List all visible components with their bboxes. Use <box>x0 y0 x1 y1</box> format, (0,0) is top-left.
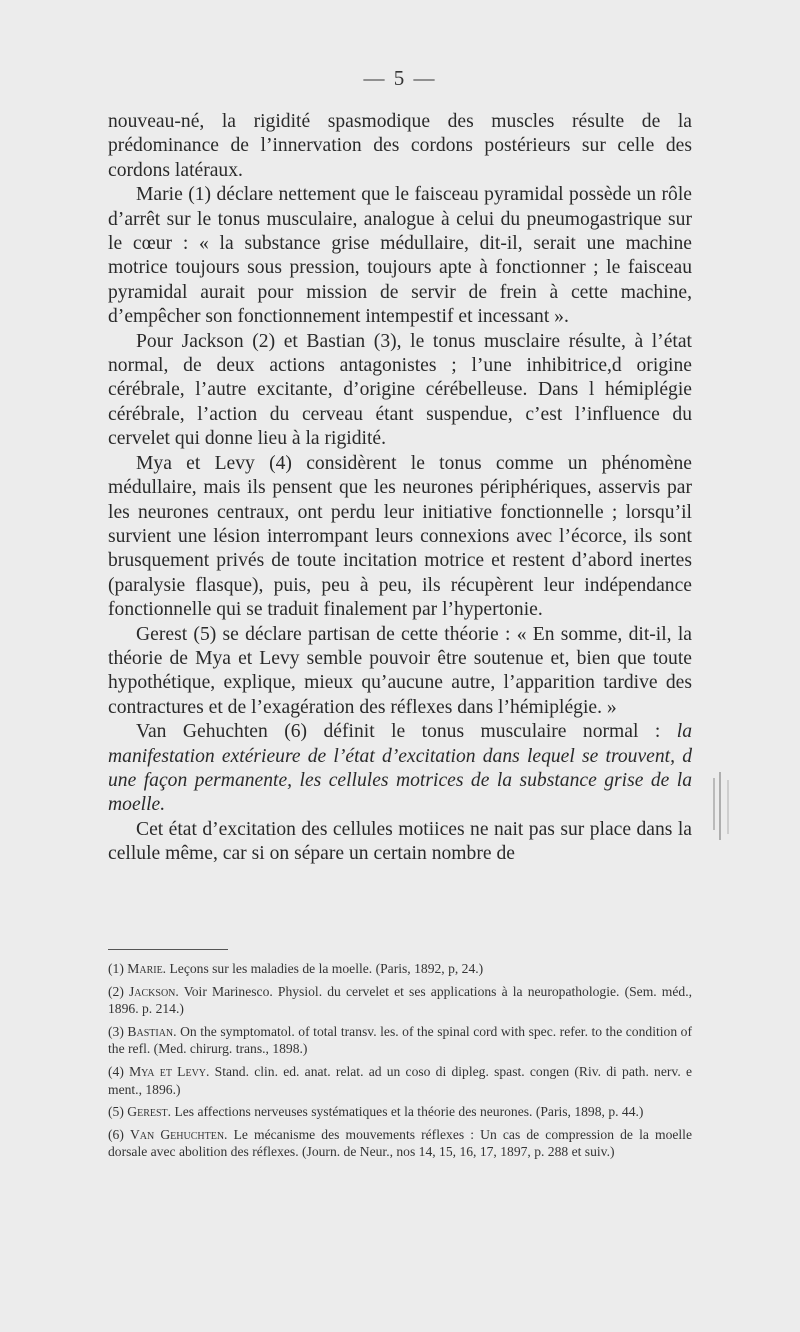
footnote-author: Marie. <box>127 961 167 976</box>
paragraph-2: Marie (1) déclare nettement que le faisceau pyramidal possède un rôle d’arrêt sur le tonus musculaire, analogue à celui du pneumogastrique sur le cœur : « la substance grise médullaire, dit-il, serait une machine motrice toujours sous pression, toujours apte à fonctionner ; le faisceau pyramidal aurait pour mission de servir de frein à cette machine, d’empêcher son fonctionnement intempestif et incessant ». <box>108 184 692 328</box>
footnote-4 <box>108 1063 692 1098</box>
footnote-number: (1) <box>108 961 124 976</box>
footnote-number: (2) <box>108 983 124 999</box>
paragraph-6 <box>108 720 692 818</box>
footnote-number: (6) <box>108 1126 124 1142</box>
footnote-number: (5) <box>108 1104 124 1120</box>
footnote-author: Bastian. <box>127 1023 177 1039</box>
footnote-text: Leçons sur les maladies de la moelle. (Paris, 1892, p, 24.) <box>166 961 484 976</box>
footnote-1 <box>108 960 692 978</box>
paragraph-6-italic-definition: la manifestation extérieure de l’état d’excitation dans lequel se trouvent, d une façon permanente, les cellules motrices de la substance grise de la moelle. <box>108 721 692 816</box>
footnote-author: Van Gehuchten. <box>129 1126 228 1142</box>
footnote-number: (3) <box>108 1023 124 1039</box>
paragraph-7: Cet état d’excitation des cellules motiices ne nait pas sur place dans la cellule même, car si on sépare un certain nombre de <box>108 818 692 865</box>
footnote-text: Les affections nerveuses systématiques et la théorie des neurones. (Paris, 1898, p. 44.) <box>171 1104 644 1120</box>
paragraph-5: Gerest (5) se déclare partisan de cette théorie : « En somme, dit-il, la théorie de Mya et Levy semble pouvoir être soutenue et, bien que toute hypothétique, explique, mieux qu’aucune autre, l’apparition tardive des contractures et de l’exagération des réflexes dans l’hémiplégie. » <box>108 623 692 718</box>
footnote-number: (4) <box>108 1063 124 1079</box>
footnote-text: On the symptomatol. of total transv. les. of the spinal cord with spec. refer. to the condition of the refl. (Med. chirurg. trans., 1898.) <box>108 1023 692 1057</box>
footnote-text: Voir Marinesco. Physiol. du cervelet et ses applications à la neuropathologie. (Sem. méd., 1896. p. 214.) <box>108 983 692 1017</box>
footnote-2 <box>108 983 692 1018</box>
paragraph-3: Pour Jackson (2) et Bastian (3), le tonus musclaire résulte, à l’état normal, de deux actions antagonistes ; l’une inhibitrice,d origine cérébrale, l’autre excitante, d’origine cérébelleuse. Dans l hémiplégie cérébrale, l’action du cerveau étant suspendue, c’est l’influence du cervelet qui donne lieu à la rigidité. <box>108 330 692 450</box>
footnotes <box>108 960 692 1166</box>
paragraph-6-text: Van Gehuchten (6) définit le tonus musculaire normal : <box>136 721 677 743</box>
footnote-author: Gerest. <box>127 1104 172 1120</box>
page-number: — 5 — <box>363 66 437 90</box>
footnote-text: Stand. clin. ed. anat. relat. ad un coso di dipleg. spast. congen (Riv. di path. nerv. e ment., 1896.) <box>108 1063 692 1097</box>
footnote-text: Le mécanisme des mouvements réflexes : Un cas de compression de la moelle dorsale avec abolition des réflexes. (Journ. de Neur., nos 14, 15, 16, 17, 1897, p. 288 et suiv.) <box>108 1126 692 1160</box>
body-text <box>108 110 692 867</box>
footnote-author: Mya et Levy. <box>129 1063 210 1079</box>
footnote-5 <box>108 1103 692 1121</box>
footnote-separator <box>108 949 228 950</box>
paragraph-4: Mya et Levy (4) considèrent le tonus comme un phénomène médullaire, mais ils pensent que les neurones périphériques, asservis par les neurones centraux, ont perdu leur initiative fonctionnelle ; lorsqu’il survient une lésion interrompant leurs connexions avec l’écorce, ils sont brusquement privés de toute incitation motrice et restent d’abord inertes (paralysie flasque), puis, peu à peu, ils récupèrent leur indépendance fonctionnelle qui se traduit finalement par l’hypertonie. <box>108 452 692 621</box>
margin-binding-mark <box>706 770 736 850</box>
footnote-3 <box>108 1023 692 1058</box>
paragraph-1: nouveau-né, la rigidité spasmodique des muscles résulte de la prédominance de l’innervation des cordons postérieurs sur celle des cordons latéraux. <box>108 111 692 181</box>
footnote-6 <box>108 1126 692 1161</box>
footnote-author: Jackson. <box>129 983 179 999</box>
